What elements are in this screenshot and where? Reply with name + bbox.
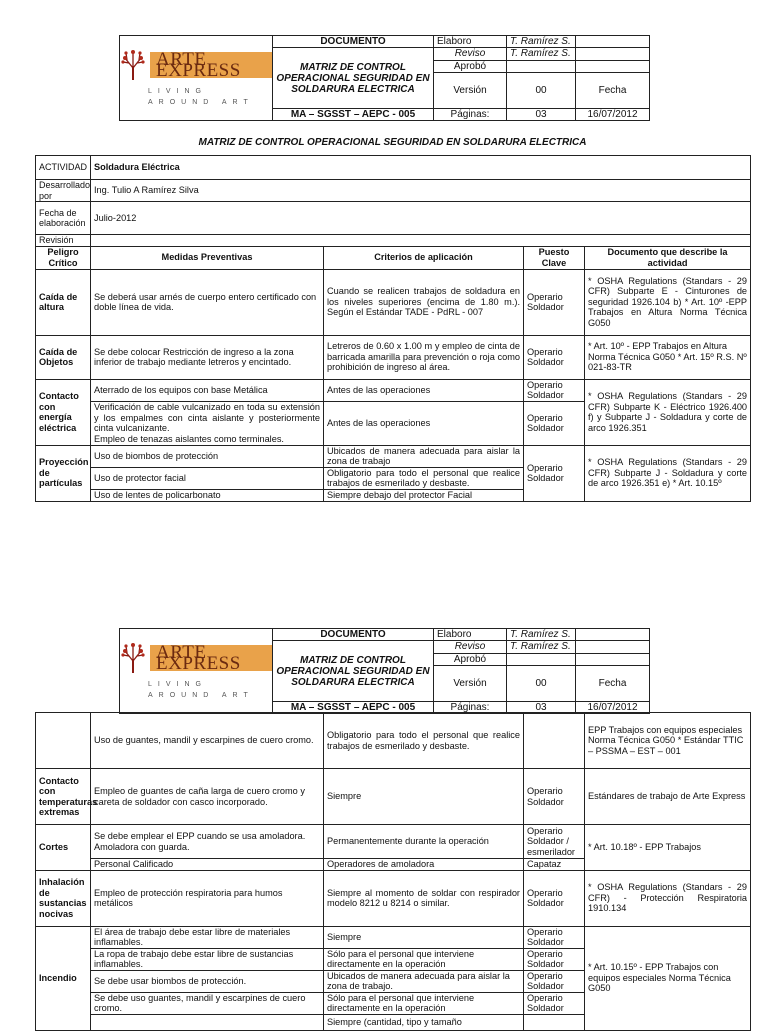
col-header-medidas: Medidas Preventivas — [91, 246, 324, 269]
reviso-value: T. Ramírez S. — [507, 641, 576, 654]
version-value: 00 — [507, 665, 576, 702]
aprobo-value — [507, 60, 576, 72]
document-title-cell: MATRIZ DE CONTROL OPERACIONAL SEGURIDAD EN SOLDARURA ELECTRICA — [273, 641, 434, 702]
document-code: MA – SGSST – AEPC - 005 — [273, 109, 434, 121]
logo-wordmark: ARTE EXPRESS — [150, 52, 272, 78]
table-row: Caída de Objetos Se debe colocar Restricción de ingreso a la zona inferior de trabajo mediante letreros y encintado. Letreros de 0.60 x 1.00 m y empleo de cinta de barricada amarilla para prevención o roja como prohibición de ingreso al área. Operario Soldador * Art. 10º - EPP Trabajos en Altura Norma Técnica G050 * Art. 15º R.S. Nº 021-83-TR — [36, 335, 751, 379]
paginas-value: 03 — [507, 109, 576, 121]
table-row: Contacto con temperaturas extremas Empleo de guantes de caña larga de cuero cromo y careta de soldador con casco incorporado. Siempre Operario Soldador Estándares de trabajo de Arte Express — [36, 769, 751, 825]
control-matrix-page-2 — [35, 712, 751, 1031]
document-title-cell: MATRIZ DE CONTROL OPERACIONAL SEGURIDAD EN SOLDARURA ELECTRICA — [273, 48, 434, 109]
tree-icon — [120, 641, 146, 675]
logo-tagline: LIVING AROUND ART — [148, 88, 254, 106]
fecha-elaboracion-value: Julio-2012 — [91, 202, 751, 235]
table-row: Se debe uso guantes, mandil y escarpines de cuero cromo. Sólo para el personal que interviene directamente en la operación Operario Soldador — [36, 992, 751, 1014]
reviso-label: Reviso — [434, 641, 507, 654]
company-logo — [120, 36, 273, 121]
table-row: Se debe usar biombos de protección. Ubicados de manera adecuada para aislar la zona de trabajo. Operario Soldador — [36, 970, 751, 992]
table-row: Personal Calificado Operadores de amoladora Capataz — [36, 859, 751, 871]
aprobo-label: Aprobó — [434, 60, 507, 72]
version-value: 00 — [507, 72, 576, 109]
col-header-documento: Documento que describe la actividad — [585, 246, 751, 269]
aprobo-value — [507, 653, 576, 665]
desarrollado-label: Desarrollado por — [36, 180, 91, 202]
table-row: Cortes Se debe emplear el EPP cuando se usa amoladora. Amoladora con guarda. Permanentemente durante la operación Operario Soldador / esmerilador * Art. 10.18º - EPP Trabajos — [36, 825, 751, 859]
reviso-label: Reviso — [434, 48, 507, 61]
version-label: Versión — [434, 72, 507, 109]
desarrollado-value: Ing. Tulio A Ramírez Silva — [91, 180, 751, 202]
reviso-value: T. Ramírez S. — [507, 48, 576, 61]
logo-wordmark: ARTE EXPRESS — [150, 645, 272, 671]
table-row: Uso de protector facial Obligatorio para todo el personal que realice trabajos de esmerilado y desbaste. — [36, 467, 751, 489]
fecha-label: Fecha — [576, 665, 650, 702]
elaboro-label: Elaboro — [434, 36, 507, 48]
company-logo — [120, 629, 273, 714]
document-header — [119, 35, 650, 121]
paginas-value: 03 — [507, 702, 576, 714]
fecha-label: Fecha — [576, 72, 650, 109]
document-code: MA – SGSST – AEPC - 005 — [273, 702, 434, 714]
version-label: Versión — [434, 665, 507, 702]
paginas-label: Páginas: — [434, 109, 507, 121]
table-row: La ropa de trabajo debe estar libre de sustancias inflamables. Sólo para el personal que interviene directamente en la operación Operario Soldador — [36, 948, 751, 970]
aprobo-label: Aprobó — [434, 653, 507, 665]
activity-label: ACTIVIDAD — [36, 156, 91, 180]
document-header-page-2 — [119, 628, 650, 714]
control-matrix-page-1 — [35, 155, 751, 502]
documento-label: DOCUMENTO — [273, 629, 434, 641]
table-row: Verificación de cable vulcanizado en toda su extensión y los empalmes con cinta aislante y posteriormente cinta vulcanizante. Empleo de tenazas aislantes como terminales. Antes de las operaciones Operario Soldador — [36, 401, 751, 445]
elaboro-label: Elaboro — [434, 629, 507, 641]
table-row: Contacto con energía eléctrica Aterrado de los equipos con base Metálica Antes de las operaciones Operario Soldador * OSHA Regulations (Standars - 29 CFR) Subparte K - Eléctrico 1926.400 f) y Subparte J - Soldadura y corte de arco 1926.351 — [36, 379, 751, 401]
fecha-elaboracion-label: Fecha de elaboración — [36, 202, 91, 235]
table-row: Siempre (cantidad, tipo y tamaño — [36, 1014, 751, 1030]
table-row: Uso de guantes, mandil y escarpines de cuero cromo. Obligatorio para todo el personal que realice trabajos de esmerilado y desbaste. EPP Trabajos con equipos especiales Norma Técnica G050 * Estándar TTIC – PSSMA – EST – 001 — [36, 713, 751, 769]
logo-tagline: LIVING AROUND ART — [148, 681, 254, 699]
fecha-value: 16/07/2012 — [576, 109, 650, 121]
col-header-criterios: Criterios de aplicación — [324, 246, 524, 269]
tree-icon — [120, 48, 146, 82]
table-row: Uso de lentes de policarbonato Siempre debajo del protector Facial — [36, 489, 751, 501]
table-row: Caída de altura Se deberá usar arnés de cuerpo entero certificado con doble línea de vida. Cuando se realicen trabajos de soldadura en los niveles superiores (encima de 1.80 m.). Según el Estándar TADE - PdRL - 007 Operario Soldador * OSHA Regulations (Standars - 29 CFR) Subparte E - Cinturones de seguridad 1926.104 b) * Art. 10º -EPP Trabajos en Altura Norma Técnica G050 — [36, 269, 751, 335]
matrix-title: MATRIZ DE CONTROL OPERACIONAL SEGURIDAD EN SOLDARURA ELECTRICA — [198, 137, 587, 148]
fecha-value: 16/07/2012 — [576, 702, 650, 714]
revision-label: Revisión — [36, 235, 91, 247]
elaboro-value: T. Ramírez S. — [507, 36, 576, 48]
table-row: Inhalación de sustancias nocivas Empleo de protección respiratoria para humos metálicos Siempre al momento de soldar con respirador modelo 8212 u 8214 o similar. Operario Soldador * OSHA Regulations (Standars - 29 CFR) - Protección Respiratoria 1910.134 — [36, 870, 751, 926]
table-row: Incendio El área de trabajo debe estar libre de materiales inflamables. Siempre Operario Soldador * Art. 10.15º - EPP Trabajos con equipos especiales Norma Técnica G050 — [36, 926, 751, 948]
activity-value: Soldadura Eléctrica — [91, 156, 751, 180]
table-row: Proyección de partículas Uso de biombos de protección Ubicados de manera adecuada para aislar la zona de trabajo Operario Soldador * OSHA Regulations (Standars - 29 CFR) Subparte J - Soldadura y corte de arco 1926.351 e) * Art. 10.15º — [36, 445, 751, 467]
elaboro-value: T. Ramírez S. — [507, 629, 576, 641]
documento-label: DOCUMENTO — [273, 36, 434, 48]
paginas-label: Páginas: — [434, 702, 507, 714]
col-header-peligro: Peligro Crítico — [36, 246, 91, 269]
col-header-puesto: Puesto Clave — [524, 246, 585, 269]
